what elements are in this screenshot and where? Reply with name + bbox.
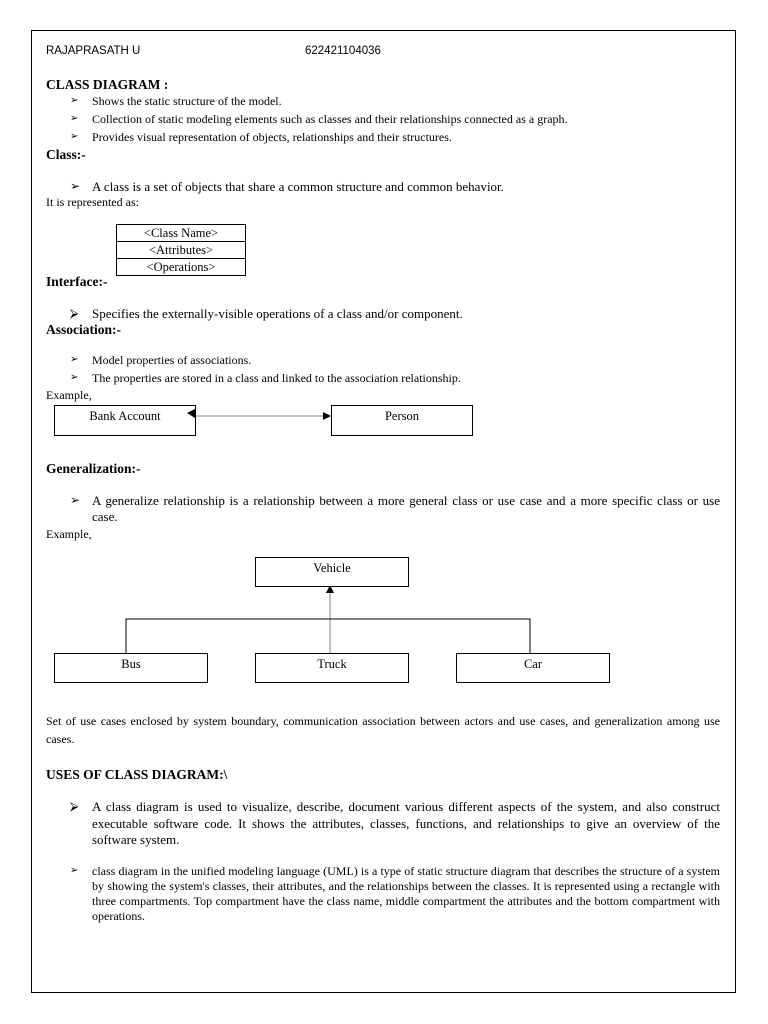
list-item: ➢ Shows the static structure of the model. xyxy=(70,94,282,108)
list-item: ⮚ A class diagram is used to visualize, describe, document various different aspects of the system, and also construct executable software code. It shows the attributes, classes, functions, and relationships to give an overview of the software system. xyxy=(70,799,720,847)
association-arrowhead-left xyxy=(187,409,195,418)
list-item: ➢ A class is a set of objects that share a common structure and common behavior. xyxy=(70,179,504,194)
arrow-bullet-icon: ➢ xyxy=(70,493,81,507)
arrow-bullet-icon: ⮚ xyxy=(70,799,79,813)
vehicle-label: Vehicle xyxy=(313,561,351,575)
bank-account-label: Bank Account xyxy=(89,409,161,423)
truck-box xyxy=(255,653,409,683)
operations-row: <Operations> xyxy=(117,259,246,276)
arrow-bullet-icon: ⮚ xyxy=(70,306,79,320)
roll-number: 622421104036 xyxy=(305,45,381,57)
generalization-example-label: Example, xyxy=(46,527,92,541)
list-item: ➢ Collection of static modeling elements such as classes and their relationships connected as a graph. xyxy=(70,112,568,126)
arrow-bullet-icon: ➢ xyxy=(70,179,81,193)
represented-label: It is represented as: xyxy=(46,195,139,209)
class-diagram-title: CLASS DIAGRAM : xyxy=(46,77,169,92)
list-item: ➢ class diagram in the unified modeling language (UML) is a type of static structure diagram that describes the structure of a system by showing the system's classes, their attributes, and the relationships between the classes. It is represented using a rectangle with three compartments. Top compartment have the class name, middle compartment the attributes and the bottom compartment with operations. xyxy=(70,864,720,923)
generalization-heading: Generalization:- xyxy=(46,461,141,476)
arrow-bullet-icon: ➢ xyxy=(70,131,79,142)
list-item: ⮚ Specifies the externally-visible operations of a class and/or component. xyxy=(70,306,463,321)
vehicle-box xyxy=(255,557,409,587)
truck-label: Truck xyxy=(317,657,347,671)
list-item: ➢ The properties are stored in a class and linked to the association relationship. xyxy=(70,371,461,385)
arrow-bullet-icon: ➢ xyxy=(70,113,79,124)
bus-box xyxy=(54,653,208,683)
arrow-bullet-icon: ➢ xyxy=(70,865,79,876)
car-box xyxy=(456,653,610,683)
association-arrowhead-right xyxy=(323,412,331,420)
class-name-row: <Class Name> xyxy=(117,225,246,242)
person-label: Person xyxy=(384,409,420,423)
list-item: ➢ Provides visual representation of objects, relationships and their structures. xyxy=(70,130,452,144)
use-case-paragraph: Set of use cases enclosed by system boundary, communication association between actors and use cases, and generalization among use cases. xyxy=(46,714,720,746)
arrow-bullet-icon: ➢ xyxy=(70,372,79,383)
generalization-bar xyxy=(126,619,530,654)
author-name: RAJAPRASATH U xyxy=(46,45,141,57)
attributes-row: <Attributes> xyxy=(117,242,246,259)
class-heading: Class:- xyxy=(46,147,86,162)
list-item: ➢ A generalize relationship is a relationship between a more general class or use case and a more specific class or use case. xyxy=(70,493,720,524)
interface-heading: Interface:- xyxy=(46,274,108,289)
association-heading: Association:- xyxy=(46,322,121,337)
arrow-bullet-icon: ➢ xyxy=(70,95,79,106)
association-example-label: Example, xyxy=(46,388,92,402)
uses-heading: USES OF CLASS DIAGRAM:\ xyxy=(46,767,228,782)
list-item: ➢ Model properties of associations. xyxy=(70,353,252,367)
car-label: Car xyxy=(523,657,543,671)
arrow-bullet-icon: ➢ xyxy=(70,354,79,365)
bus-label: Bus xyxy=(121,657,141,671)
